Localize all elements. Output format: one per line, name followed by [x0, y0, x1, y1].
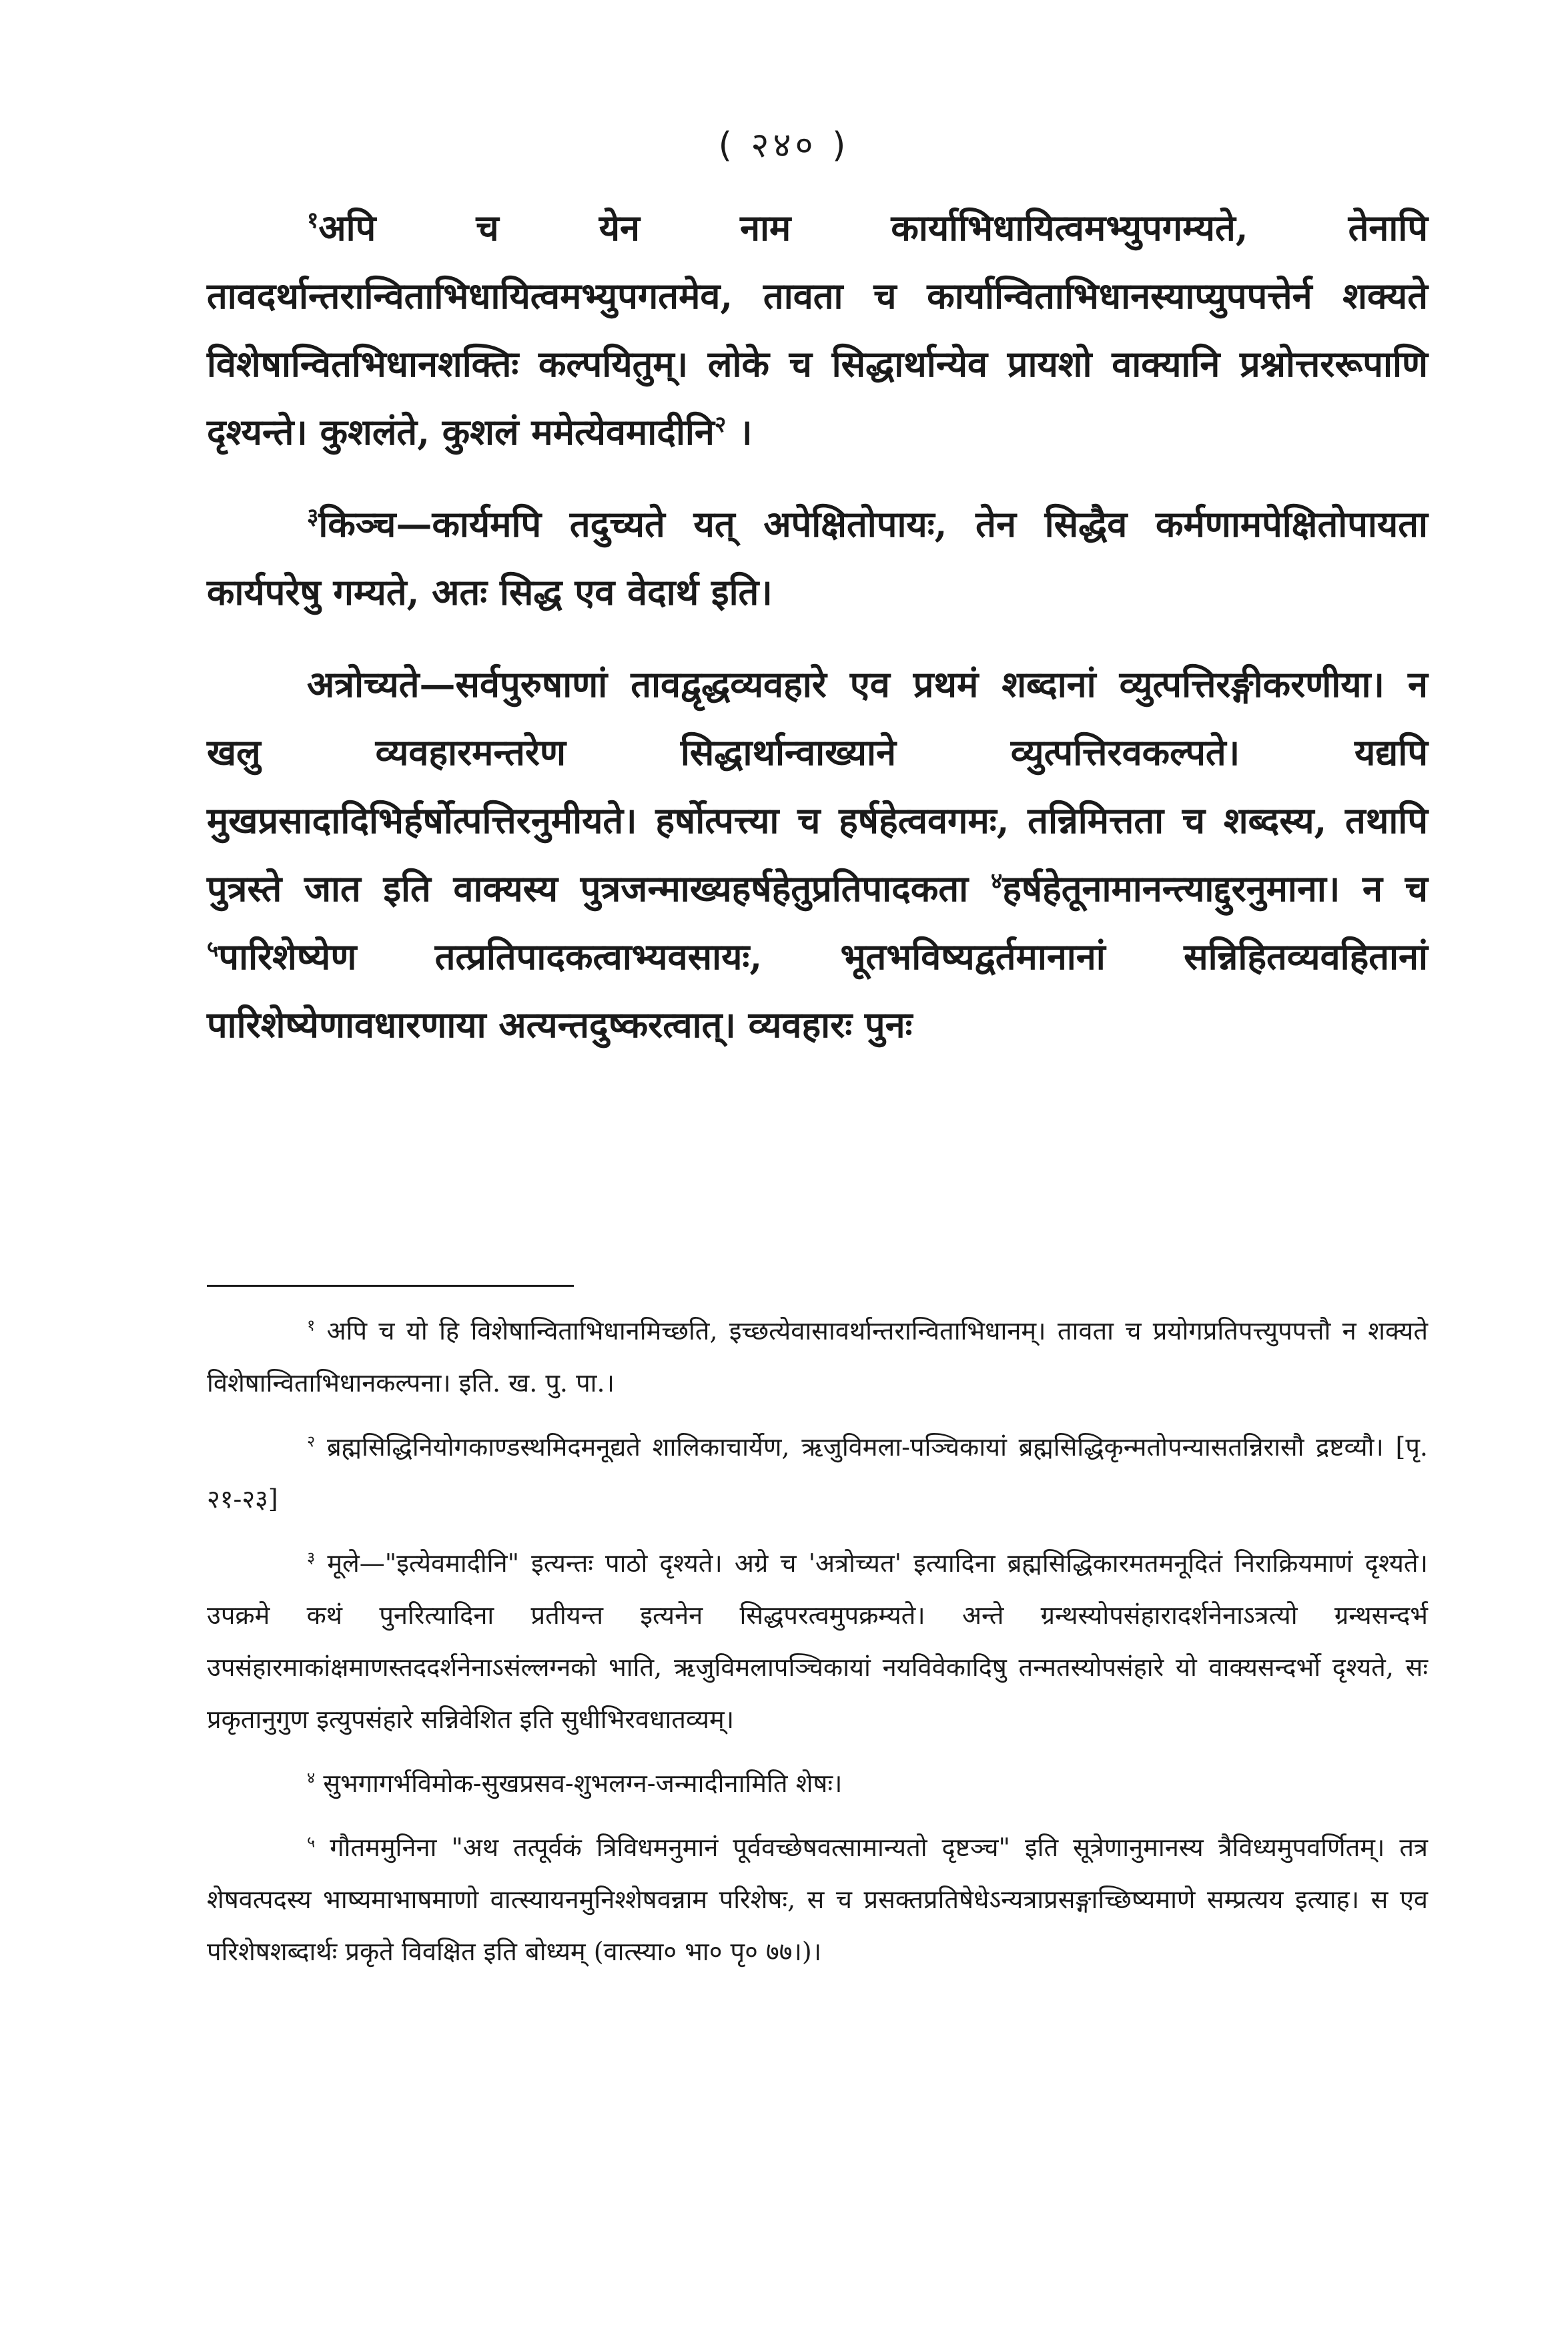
footnote-number: ४ — [307, 1768, 316, 1787]
main-paragraph-2 — [207, 490, 1428, 626]
footnote-text: गौतममुनिना "अथ तत्पूर्वकं त्रिविधमनुमानं पूर्ववच्छेषवत्सामान्यतो दृष्टञ्च" इति सूत्रेणानुमानस्य त्रैविध्यमुपवर्णितम्। तत्र शेषवत्पदस्य भाष्यमाभाषमाणो वात्स्यायनमुनिश्शेषवन्नाम परिशेषः, स च प्रसक्तप्रतिषेधेऽन्यत्राप्रसङ्गाच्छिष्यमाणे सम्प्रत्यय इत्याह। स एव परिशेषशब्दार्थः प्रकृते विवक्षित इति बोध्यम् (वात्स्या० भा० पृ० ७७।)। — [207, 1833, 1428, 1966]
main-paragraph-1 — [207, 194, 1428, 466]
footnote-text: अपि च यो हि विशेषान्विताभिधानमिच्छति, इच्छत्येवासावर्थान्तरान्विताभिधानम्। तावता च प्रयोगप्रतिपत्त्युपपत्तौ न शक्यते विशेषान्विताभिधानकल्पना। इति. ख. पु. पा.। — [207, 1316, 1428, 1398]
footnote-text: मूले—"इत्येवमादीनि" इत्यन्तः पाठो दृश्यते। अग्रे च 'अत्रोच्यत' इत्यादिना ब्रह्मसिद्धिकारमतमनूदितं निराक्रियमाणं दृश्यते। उपक्रमे कथं पुनरित्यादिना प्रतीयन्त इत्यनेन सिद्धपरत्वमुपक्रम्यते। अन्ते ग्रन्थस्योपसंहारादर्शनेनाऽत्रत्यो ग्रन्थसन्दर्भ उपसंहारमाकांक्षमाणस्तददर्शनेनाऽसंल्लग्नको भाति, ऋजुविमलापञ्चिकायां नयविवेकादिषु तन्मतस्योपसंहारे यो वाक्यसन्दर्भो दृश्यते, सः प्रकृतानुगुण इत्युपसंहारे सन्निवेशित इति सुधीभिरवधातव्यम्। — [207, 1548, 1428, 1734]
main-paragraph-3 — [207, 650, 1428, 1059]
footnote-1 — [207, 1305, 1428, 1409]
footnote-3 — [207, 1537, 1428, 1745]
footnote-number: ३ — [307, 1548, 316, 1567]
footnote-text: ब्रह्मसिद्धिनियोगकाण्डस्थमिदमनूद्यते शालिकाचार्येण, ऋजुविमला-पञ्चिकायां ब्रह्मसिद्धिकृन्मतोपन्यासतन्निरासौ द्रष्टव्यौ। [पृ. २१-२३] — [207, 1432, 1428, 1514]
footnote-ref: १ — [307, 207, 319, 233]
paragraph-tail: हर्षहेतूनामानन्त्याद्दुरनुमाना। न च — [1002, 867, 1428, 910]
paragraph-text: अपि च येन नाम कार्याभिधायित्वमभ्युपगम्यते, तेनापि तावदर्थान्तरान्विताभिधायित्वमभ्युपगतमेव, तावता च कार्यान्विताभिधानस्याप्युपपत्तेर्न शक्यते विशेषान्वितभिधानशक्तिः कल्पयितुम्। लोके च सिद्धार्थान्येव प्रायशो वाक्यानि प्रश्नोत्तररूपाणि दृश्यन्ते। कुशलंते, कुशलं ममेत्येवमादीनि — [207, 206, 1428, 453]
footnotes — [207, 1305, 1428, 1990]
paragraph-text: किञ्च—कार्यमपि तदुच्यते यत् अपेक्षितोपायः, तेन सिद्धैव कर्मणामपेक्षितोपायता कार्यपरेषु गम्यते, अतः सिद्ध एव वेदार्थ इति। — [207, 503, 1428, 613]
footnote-divider — [207, 1285, 574, 1287]
paragraph-tail: । — [726, 410, 753, 453]
footnote-text: सुभगागर्भविमोक-सुखप्रसव-शुभलग्न-जन्मादीनामिति शेषः। — [323, 1769, 843, 1798]
footnote-ref: २ — [714, 411, 727, 437]
footnote-ref: ४ — [990, 868, 1003, 894]
main-text — [207, 194, 1428, 1083]
footnote-number: ५ — [307, 1832, 316, 1851]
footnote-ref: ३ — [307, 503, 319, 529]
footnote-2 — [207, 1421, 1428, 1525]
footnote-4 — [207, 1757, 1428, 1809]
paragraph-text: अत्रोच्यते—सर्वपुरुषाणां तावद्वृद्धव्यवहारे एव प्रथमं शब्दानां व्युत्पत्तिरङ्गीकरणीया। न खलु व्यवहारमन्तरेण सिद्धार्थान्वाख्याने व्युत्पत्तिरवकल्पते। यद्यपि मुखप्रसादादिभिर्हर्षोत्पत्तिरनुमीयते। हर्षोत्पत्त्या च हर्षहेत्ववगमः, तन्निमित्तता च शब्दस्य, तथापि पुत्रस्ते जात इति वाक्यस्य पुत्रजन्माख्यहर्षहेतुप्रतिपादकता — [207, 663, 1428, 910]
page-number: ( २४० ) — [718, 125, 850, 166]
footnote-number: २ — [307, 1432, 316, 1451]
footnote-number: १ — [307, 1316, 316, 1335]
footnote-ref: ५ — [207, 936, 219, 962]
footnote-5 — [207, 1821, 1428, 1978]
paragraph-tail: पारिशेष्येण तत्प्रतिपादकत्वाभ्यवसायः, भूतभविष्यद्वर्तमानानां सन्निहितव्यवहितानां पारिशेष्येणावधारणाया अत्यन्तदुष्करत्वात्। व्यवहारः पुनः — [207, 935, 1428, 1046]
